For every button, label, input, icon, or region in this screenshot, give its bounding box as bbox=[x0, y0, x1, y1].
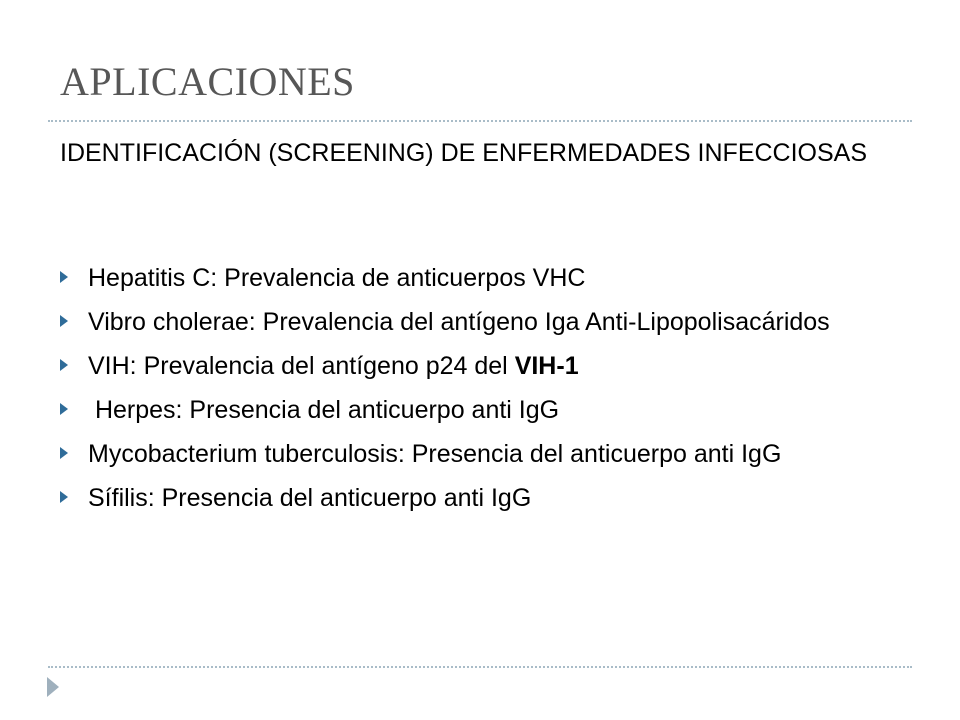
slide-title: APLICACIONES bbox=[60, 59, 355, 104]
bullet-triangle-icon bbox=[60, 491, 68, 503]
slide-subtitle: IDENTIFICACIÓN (SCREENING) DE ENFERMEDADES INFECCIOSAS bbox=[60, 139, 868, 167]
bullet-item bbox=[56, 482, 926, 514]
bullet-item bbox=[56, 394, 926, 426]
corner-triangle-icon bbox=[47, 677, 59, 697]
bullet-triangle-icon bbox=[60, 271, 68, 283]
bullet-text: Mycobacterium tuberculosis: Presencia del anticuerpo anti IgG bbox=[88, 440, 782, 468]
bullet-text: Hepatitis C: Prevalencia de anticuerpos VHC bbox=[88, 264, 586, 292]
bullet-item bbox=[56, 262, 926, 294]
bullet-text bbox=[88, 352, 579, 380]
bullet-item bbox=[56, 438, 926, 470]
bullet-item bbox=[56, 306, 926, 338]
bullet-item bbox=[56, 350, 926, 382]
top-divider bbox=[48, 120, 912, 122]
bullet-text: Vibro cholerae: Prevalencia del antígeno Iga Anti-Lipopolisacáridos bbox=[88, 308, 830, 336]
bullet-triangle-icon bbox=[60, 359, 68, 371]
bullet-triangle-icon bbox=[60, 315, 68, 327]
bullet-text: Herpes: Presencia del anticuerpo anti IgG bbox=[88, 396, 560, 424]
bottom-divider bbox=[48, 666, 912, 668]
bullet-list bbox=[56, 262, 926, 526]
bullet-text-plain: VIH: Prevalencia del antígeno p24 del bbox=[88, 352, 515, 380]
bullet-text: Sífilis: Presencia del anticuerpo anti IgG bbox=[88, 484, 532, 512]
bullet-triangle-icon bbox=[60, 447, 68, 459]
bullet-text-bold: VIH-1 bbox=[514, 352, 579, 380]
bullet-triangle-icon bbox=[60, 403, 68, 415]
